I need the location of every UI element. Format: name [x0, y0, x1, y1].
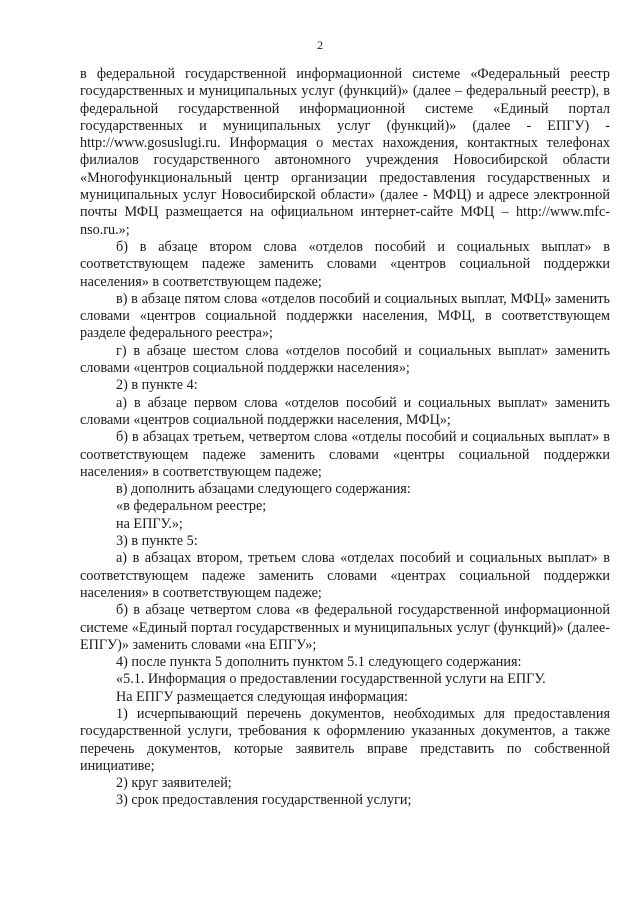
paragraph: в) дополнить абзацами следующего содержания:	[116, 481, 411, 498]
paragraph: 2) круг заявителей;	[116, 775, 232, 792]
paragraph: «в федеральном реестре;	[116, 498, 267, 515]
paragraph: На ЕПГУ размещается следующая информация:	[116, 688, 409, 705]
paragraph: в федеральной государственной информационной системе «Федеральный реестр государственных и муниципальных услуг (функций)» (далее – федеральный реестр), в федеральной государственной информационной системе «Единый портал государственных и муниципальных услуг (функций)» (далее - ЕПГУ) - http://www.gosuslugi.ru. Информация о местах нахождения, контактных телефонах филиалов государственного автономного учреждения Новосибирской области «Многофункциональный центр организации предоставления государственных и муниципальных услуг Новосибирской области» (далее - МФЦ) и адресе электронной почты МФЦ размещается на официальном интернет-сайте МФЦ – http://www.mfc-nso.ru.»;	[80, 66, 610, 238]
paragraph: а) в абзаце первом слова «отделов пособий и социальных выплат» заменить словами «центров социальной поддержки населения, МФЦ»;	[80, 394, 610, 428]
paragraph: г) в абзаце шестом слова «отделов пособий и социальных выплат» заменить словами «центров социальной поддержки населения»;	[80, 342, 610, 377]
paragraph: б) в абзаце втором слова «отделов пособий и социальных выплат» в соответствующем падеже заменить словами «центров социальной поддержки населения» в соответствующем падеже;	[80, 238, 610, 290]
paragraph: в) в абзаце пятом слова «отделов пособий и социальных выплат, МФЦ» заменить словами «центров социальной поддержки населения, МФЦ, в соответствующем разделе федерального реестра»;	[80, 290, 610, 342]
paragraph: а) в абзацах втором, третьем слова «отделах пособий и социальных выплат» в соответствующем падеже заменить словами «центрах социальной поддержки населения» в соответствующем падеже;	[80, 550, 610, 601]
paragraph: б) в абзаце четвертом слова «в федеральной государственной информационной системе «Единый портал государственных и муниципальных услуг (функций)» (далее-ЕПГУ)» заменить словами «на ЕПГУ»;	[80, 602, 610, 653]
paragraph: б) в абзацах третьем, четвертом слова «отделы пособий и социальных выплат» в соответствующем падеже заменить словами «центры социальной поддержки населения» в соответствующем падеже;	[80, 429, 610, 480]
paragraph: «5.1. Информация о предоставлении государственной услуги на ЕПГУ.	[116, 671, 546, 688]
paragraph: на ЕПГУ.»;	[116, 515, 183, 532]
paragraph: 1) исчерпывающий перечень документов, необходимых для предоставления государственной услуги, требования к оформлению указанных документов, а также перечень документов, которые заявитель вправе представить по собственной инициативе;	[80, 705, 610, 774]
page-number: 2	[317, 38, 323, 52]
paragraph: 3) срок предоставления государственной услуги;	[116, 792, 412, 809]
document-body	[80, 66, 610, 810]
paragraph: 3) в пункте 5:	[116, 533, 198, 550]
paragraph: 2) в пункте 4:	[116, 377, 198, 394]
paragraph: 4) после пункта 5 дополнить пунктом 5.1 следующего содержания:	[116, 654, 522, 671]
